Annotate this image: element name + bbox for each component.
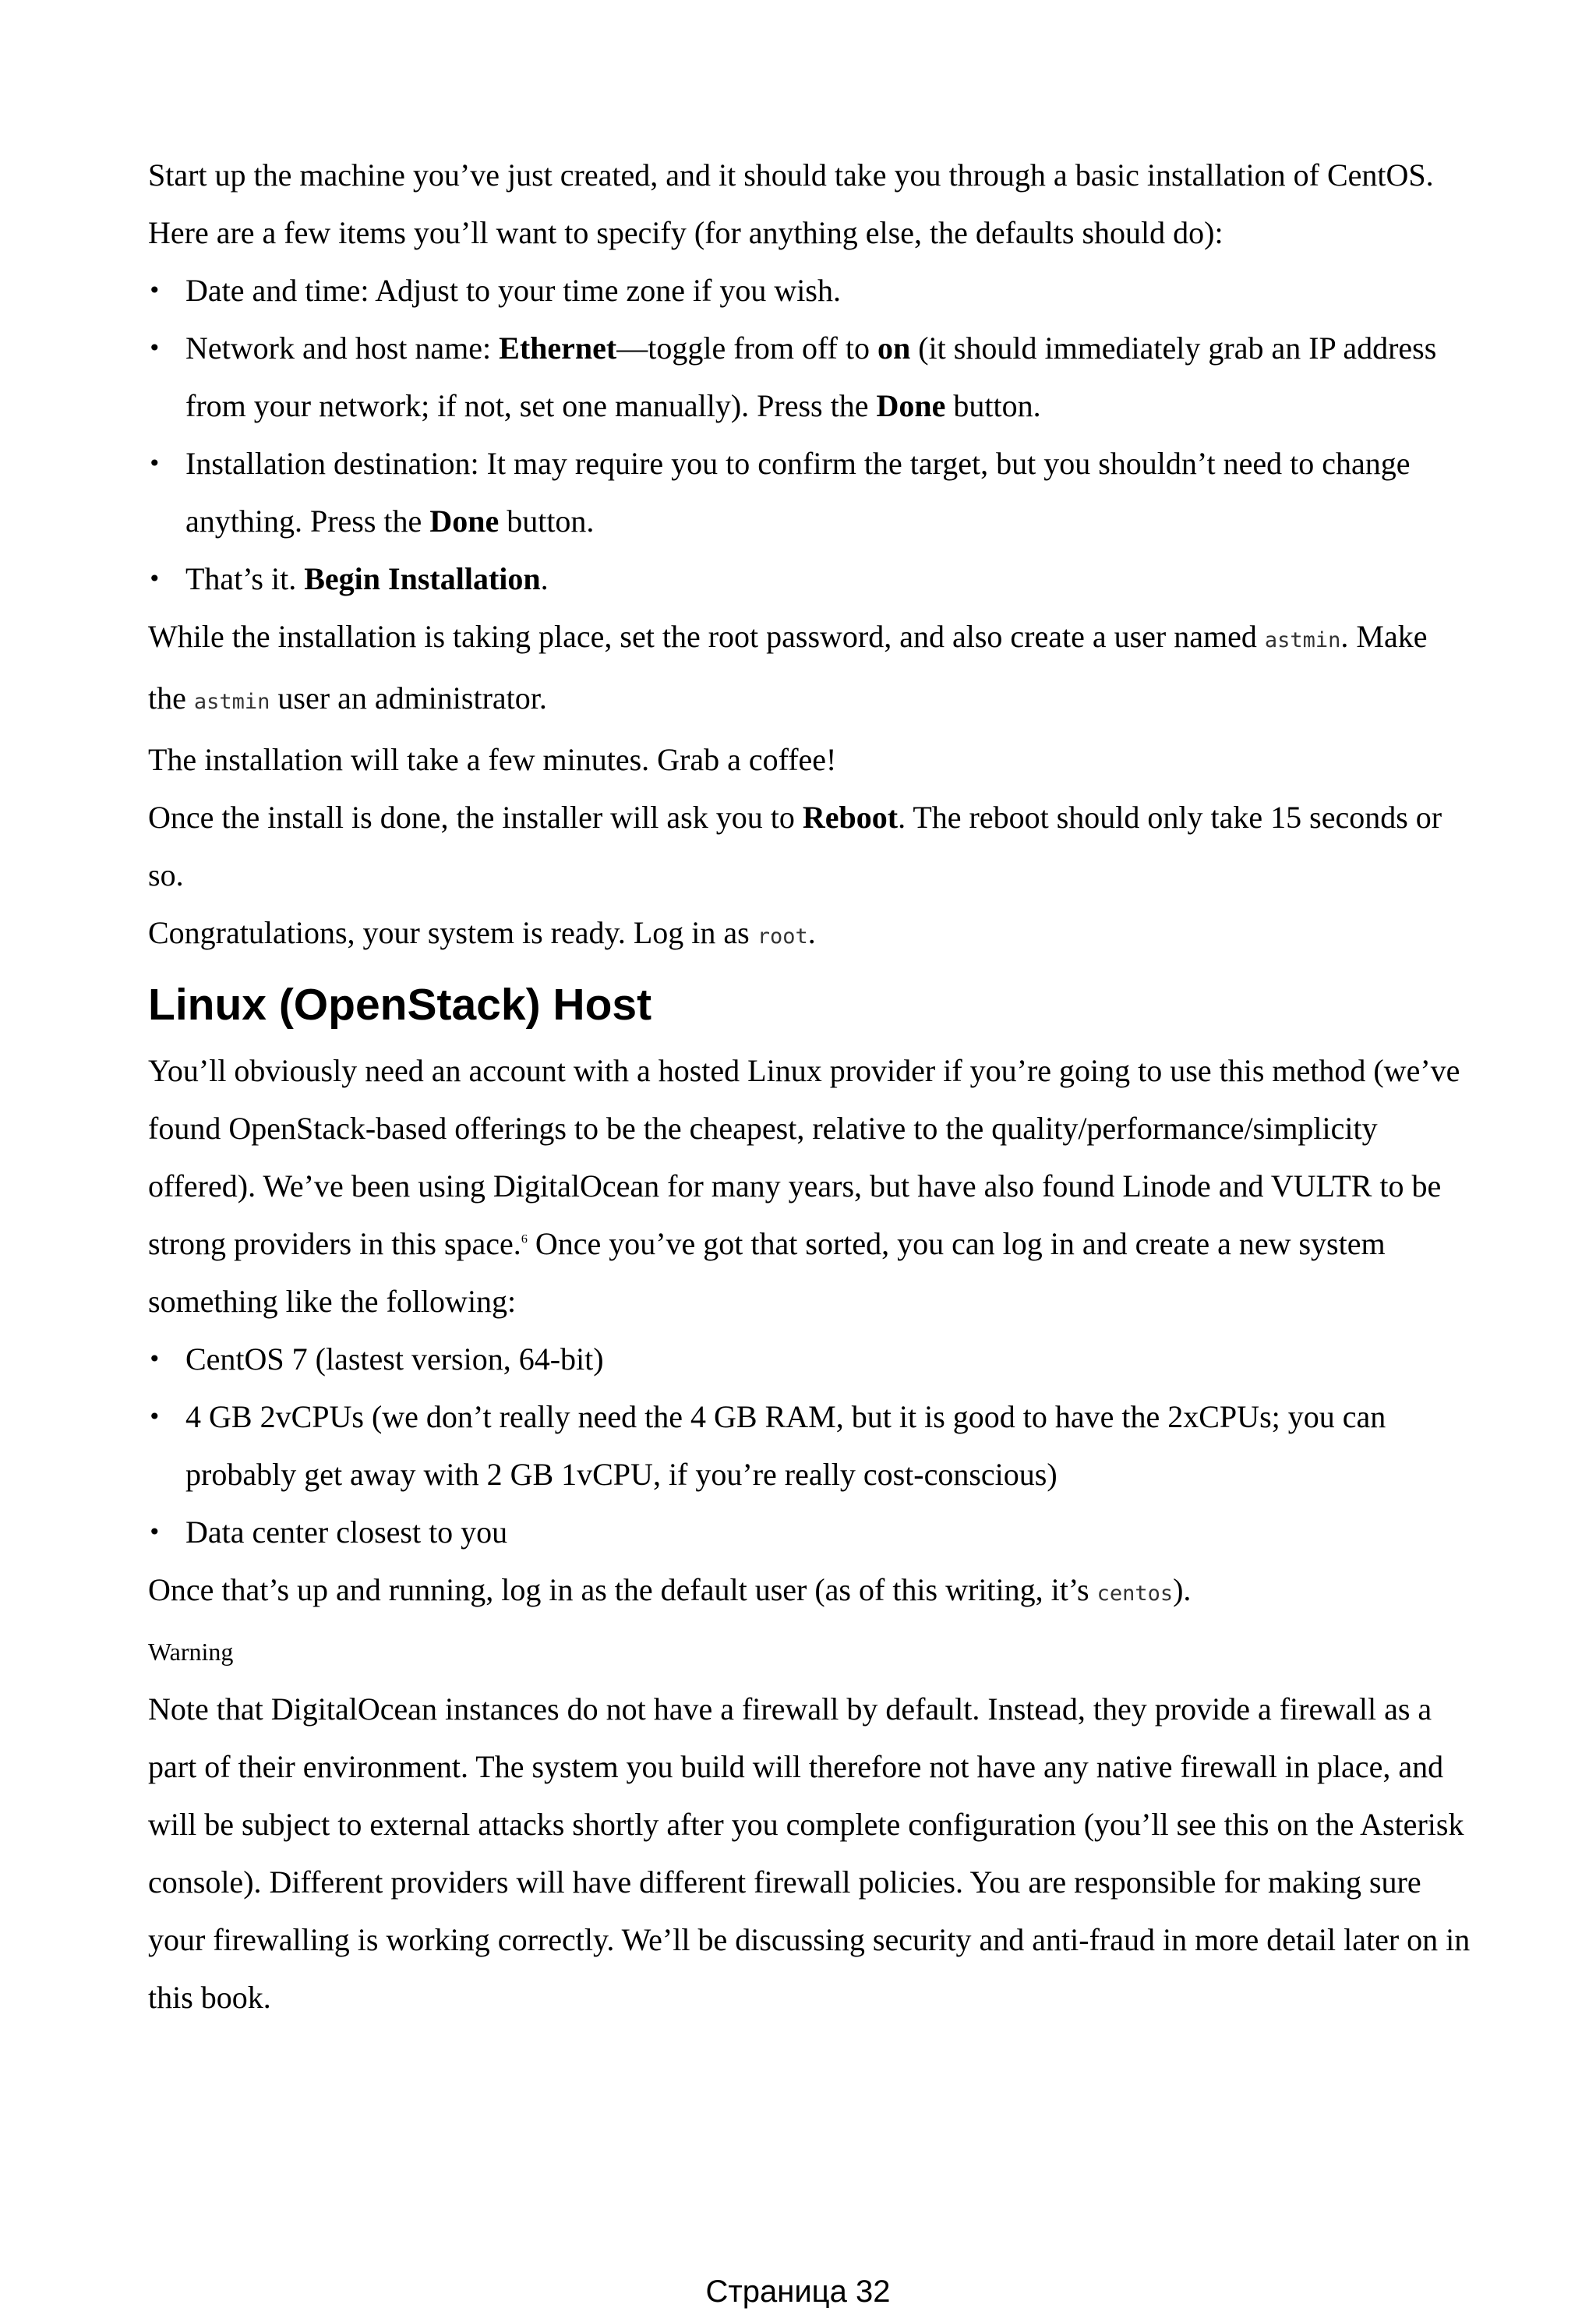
- item-text: That’s it.: [185, 561, 305, 596]
- item-text: Network and host name:: [185, 330, 500, 366]
- list-item: • CentOS 7 (lastest version, 64-bit): [148, 1331, 1473, 1388]
- text-run: You’ll obviously need an account with a hosted Linux provider if you’re going to use this method (we’ve found OpenStack-based offerings to be the cheapest, relative to the quality/performance/simplicity offered). We’ve been using DigitalOcean for many years, but have also found Linode and VULTR to be strong providers in this space.: [148, 1053, 1460, 1261]
- default-user-paragraph: [148, 1561, 1473, 1623]
- root-password-paragraph: [148, 608, 1473, 731]
- warning-label: Warning: [148, 1638, 234, 1666]
- page-number: Страница 32: [705, 2274, 891, 2309]
- text-run: Congratulations, your system is ready. Log in as: [148, 915, 757, 950]
- warning-paragraph: Note that DigitalOcean instances do not have a firewall by default. Instead, they provide a firewall as a part of their environment. The system you build will therefore not have any native firewall in place, and will be subject to external attacks shortly after you complete configuration (you’ll see this on the Asterisk console). Different providers will have different firewall policies. You are responsible for making sure your firewalling is working correctly. We’ll be discussing security and anti-fraud in more detail later on in this book.: [148, 1691, 1471, 2015]
- text-run: Once that’s up and running, log in as the default user (as of this writing, it’s: [148, 1572, 1097, 1607]
- system-spec-list: [148, 1331, 1473, 1561]
- list-item: • Data center closest to you: [148, 1504, 1473, 1561]
- text-run: Once you’ve got that sorted, you can log in and create a new system something like the following:: [148, 1226, 1386, 1319]
- bold-text: Reboot: [802, 800, 899, 835]
- list-item: [148, 435, 1473, 550]
- reboot-paragraph: [148, 789, 1473, 904]
- list-item: [148, 550, 1473, 608]
- inline-code: centos: [1096, 1582, 1174, 1606]
- footnote-ref[interactable]: 6: [521, 1232, 528, 1246]
- bold-text: Done: [876, 388, 946, 423]
- list-item: • 4 GB 2vCPUs (we don’t really need the 4 GB RAM, but it is good to have the 2xCPUs; you can probably get away with 2 GB 1vCPU, if you’re really cost-conscious): [148, 1388, 1473, 1504]
- install-settings-list: [148, 262, 1473, 608]
- list-item: [148, 320, 1473, 435]
- item-text: Date and time: Adjust to your time zone if you wish.: [185, 273, 841, 308]
- inline-code: astmin: [1264, 628, 1341, 652]
- intro-paragraph: Start up the machine you’ve just created, and it should take you through a basic installation of CentOS. Here are a few items you’ll want to specify (for anything else, the defaults should do):: [148, 157, 1434, 250]
- text-run: Once the install is done, the installer will ask you to: [148, 800, 803, 835]
- page-content: [148, 147, 1473, 2027]
- inline-code: astmin: [193, 690, 270, 714]
- bold-text: Ethernet: [499, 330, 617, 366]
- text-run: ).: [1173, 1572, 1192, 1607]
- item-text: button.: [499, 504, 595, 539]
- item-text: —toggle from off to: [616, 330, 877, 366]
- item-text: .: [540, 561, 549, 596]
- section-heading: Linux (OpenStack) Host: [148, 980, 652, 1030]
- bold-text: on: [877, 330, 911, 366]
- ready-paragraph: [148, 904, 1473, 966]
- item-text: button.: [945, 388, 1041, 423]
- bold-text: Done: [429, 504, 500, 539]
- inline-code: root: [757, 924, 808, 949]
- text-run: .: [807, 915, 816, 950]
- install-time-paragraph: The installation will take a few minutes. Grab a coffee!: [148, 742, 837, 777]
- item-text: Installation destination: It may require you to confirm the target, but you shouldn’t need to change anything. Press the: [185, 446, 1411, 539]
- hosting-paragraph: [148, 1042, 1473, 1331]
- text-run: While the installation is taking place, set the root password, and also create a user named: [148, 619, 1265, 654]
- list-item: [148, 262, 1473, 320]
- text-run: . The reboot should only take 15 seconds or so.: [148, 800, 1442, 892]
- item-text: (it should immediately grab an IP address from your network; if not, set one manually). Press the: [185, 330, 1437, 423]
- text-run: user an administrator.: [270, 680, 547, 716]
- bold-text: Begin Installation: [304, 561, 541, 596]
- text-run: . Make the: [148, 619, 1428, 716]
